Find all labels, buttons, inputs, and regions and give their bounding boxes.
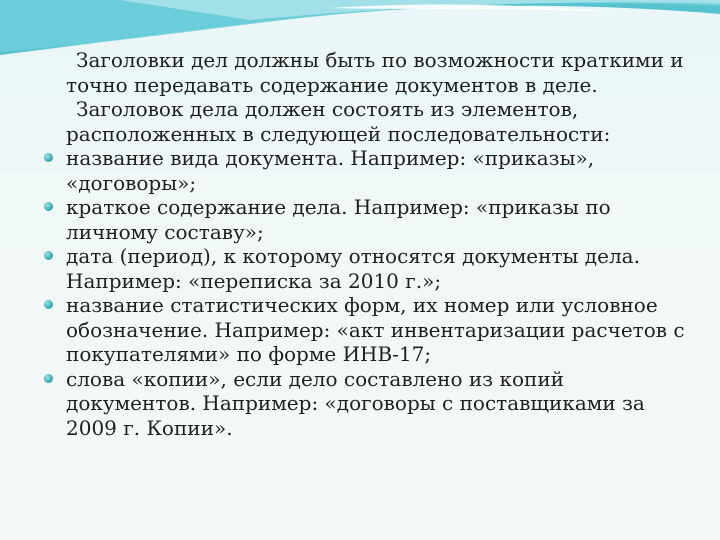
- list-item: [44, 195, 694, 244]
- intro-paragraph: Заголовки дел должны быть по возможности краткими и точно передавать содержание документов в деле.: [66, 48, 684, 97]
- list-item-text: название статистических форм, их номер или условное обозначение. Например: «акт инвентаризации расчетов с покупателями» по форме ИНВ-17;: [66, 293, 685, 366]
- bullet-list: [44, 146, 694, 440]
- bullet-dot-icon: [44, 202, 53, 211]
- list-item-text: дата (период), к которому относятся документы дела. Например: «переписка за 2010 г.»;: [66, 244, 640, 293]
- list-item: [44, 367, 694, 441]
- list-item: [44, 293, 694, 367]
- bullet-dot-icon: [44, 153, 53, 162]
- slide-content: [44, 48, 694, 440]
- list-item-text: краткое содержание дела. Например: «приказы по личному составу»;: [66, 195, 611, 244]
- intro-paragraph: Заголовок дела должен состоять из элементов, расположенных в следующей последовательности:: [66, 97, 611, 146]
- list-item: [44, 244, 694, 293]
- list-item-text: название вида документа. Например: «приказы», «договоры»;: [66, 146, 595, 195]
- list-item: [44, 146, 694, 195]
- bullet-dot-icon: [44, 251, 53, 260]
- bullet-dot-icon: [44, 374, 53, 383]
- list-item-text: слова «копии», если дело составлено из копий документов. Например: «договоры с поставщиками за 2009 г. Копии».: [66, 366, 645, 440]
- bullet-dot-icon: [44, 300, 53, 309]
